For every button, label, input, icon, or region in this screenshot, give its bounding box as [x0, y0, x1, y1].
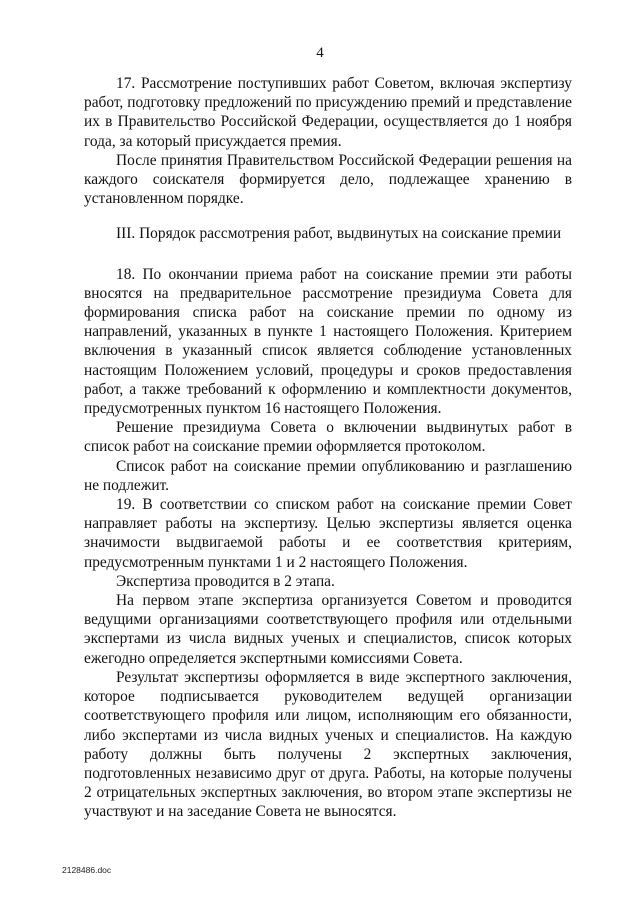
spacer	[84, 208, 572, 224]
paragraph-18: 18. По окончании приема работ на соискание премии эти работы вносятся на предварительное рассмотрение президиума Совета для формирования списка работ на соискание премии по одному из направлений, указанных в пункте 1 настоящего Положения. Критерием включения в указанный список является соблюдение установленных настоящим Положением условий, процедуры и сроков предоставления работ, а также требований к оформлению и комплектности документов, предусмотренных пунктом 16 настоящего Положения.	[84, 265, 572, 418]
paragraph-case-file: После принятия Правительством Российской Федерации решения на каждого соискателя формируется дело, подлежащее хранению в установленном порядке.	[84, 151, 572, 208]
paragraph-first-stage: На первом этапе экспертиза организуется Советом и проводится ведущими организациями соответствующего профиля или отдельными экспертами из числа видных ученых и специалистов, список которых ежегодно определяется экспертными комиссиями Совета.	[84, 592, 572, 667]
paragraph-19: 19. В соответствии со списком работ на соискание премии Совет направляет работы на экспертизу. Целью экспертизы является оценка значимости выдвигаемой работы и ее соответствия критериям, предусмотренным пунктами 1 и 2 настоящего Положения.	[84, 496, 572, 571]
spacer	[84, 244, 572, 265]
paragraph-expert-conclusion: Результат экспертизы оформляется в виде экспертного заключения, которое подписывается руководителем ведущей организации соответствующего профиля или лицом, исполняющим его обязанности, либо экспертами из числа видных ученых и специалистов. На каждую работу должны быть получены 2 экспертных заключения, подготовленных независимо друг от друга. Работы, на которые получены 2 отрицательных экспертных заключения, во втором этапе экспертизы не участвуют и на заседание Совета не выносятся.	[84, 668, 572, 821]
paragraph-two-stages: Экспертиза проводится в 2 этапа.	[116, 572, 335, 590]
document-body	[84, 74, 572, 822]
section-heading: III. Порядок рассмотрения работ, выдвинутых на соискание премии	[116, 225, 562, 243]
paragraph-17: 17. Рассмотрение поступивших работ Советом, включая экспертизу работ, подготовку предложений по присуждению премий и представление их в Правительство Российской Федерации, осуществляется до 1 ноября года, за который присуждается премия.	[84, 75, 572, 150]
page-number: 4	[316, 45, 324, 61]
paragraph-list-confidential: Список работ на соискание премии опубликованию и разглашению не подлежит.	[84, 457, 572, 494]
footer-file-code: 2128486.doc	[62, 865, 112, 875]
paragraph-presidium-decision: Решение президиума Совета о включении выдвинутых работ в список работ на соискание премии оформляется протоколом.	[84, 419, 572, 456]
